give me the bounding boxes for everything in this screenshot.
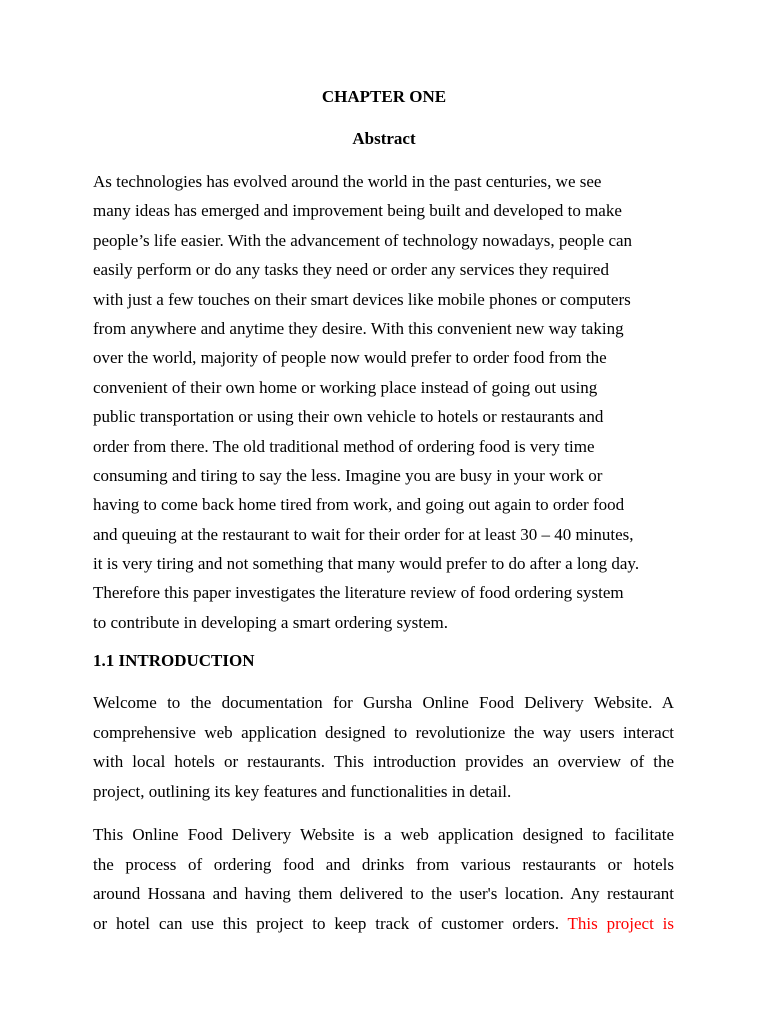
- abstract-line: As technologies has evolved around the world in the past centuries, we see: [93, 172, 602, 191]
- abstract-paragraph: [93, 167, 683, 637]
- abstract-heading: Abstract: [352, 129, 416, 148]
- abstract-line: order from there. The old traditional method of ordering food is very time: [93, 436, 595, 456]
- abstract-line: many ideas has emerged and improvement being built and developed to make: [93, 201, 622, 221]
- intro-line: with local hotels or restaurants. This introduction provides an overview of the: [93, 752, 674, 771]
- intro-paragraph-1: [93, 688, 674, 806]
- intro-line-text: or hotel can use this project to keep track of customer orders.: [93, 913, 559, 933]
- intro-line: comprehensive web application designed to revolutionize the way users interact: [93, 722, 674, 742]
- intro-line: project, outlining its key features and functionalities in detail.: [93, 781, 512, 801]
- abstract-line: easily perform or do any tasks they need or order any services they required: [93, 260, 609, 280]
- intro-line: This Online Food Delivery Website is a web application designed to facilitate: [93, 825, 674, 844]
- abstract-line: from anywhere and anytime they desire. With this convenient new way taking: [93, 318, 624, 338]
- abstract-line: people’s life easier. With the advancement of technology nowadays, people can: [93, 230, 633, 250]
- intro-line: Welcome to the documentation for Gursha Online Food Delivery Website. A: [93, 693, 674, 712]
- abstract-line: and queuing at the restaurant to wait for their order for at least 30 – 40 minutes,: [93, 524, 634, 544]
- abstract-line: having to come back home tired from work, and going out again to order food: [93, 495, 625, 515]
- abstract-line: over the world, majority of people now would prefer to order food from the: [93, 348, 607, 368]
- abstract-line: convenient of their own home or working place instead of going out using: [93, 377, 598, 397]
- intro-line-mixed: [93, 909, 674, 939]
- intro-paragraph-2: [93, 820, 674, 938]
- intro-line: around Hossana and having them delivered to the user's location. Any restaurant: [93, 884, 674, 903]
- chapter-title: CHAPTER ONE: [321, 87, 447, 106]
- intro-line: the process of ordering food and drinks from various restaurants or hotels: [93, 854, 674, 874]
- abstract-line: it is very tiring and not something that many would prefer to do after a long day.: [93, 554, 640, 574]
- abstract-line: consuming and tiring to say the less. Imagine you are busy in your work or: [93, 465, 603, 485]
- highlighted-text: This project is: [559, 913, 674, 933]
- abstract-line: with just a few touches on their smart devices like mobile phones or computers: [93, 289, 631, 309]
- abstract-line: to contribute in developing a smart ordering system.: [93, 612, 449, 632]
- section-heading-introduction: 1.1 INTRODUCTION: [93, 651, 255, 670]
- abstract-line: public transportation or using their own vehicle to hotels or restaurants and: [93, 407, 604, 427]
- abstract-line: Therefore this paper investigates the literature review of food ordering system: [93, 583, 624, 603]
